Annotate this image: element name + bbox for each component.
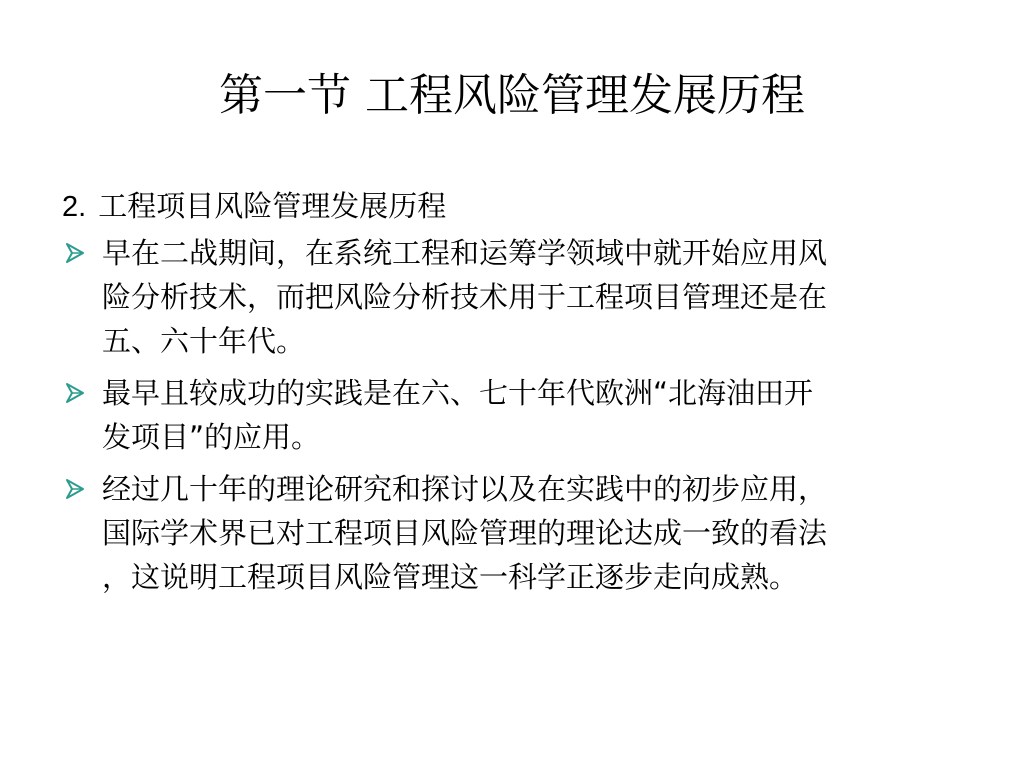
slide-title: 第一节 工程风险管理发展历程 — [219, 70, 805, 121]
bullet-item-1 — [62, 231, 962, 363]
slide-content — [62, 184, 962, 599]
bullet-line: 国际学术界已对工程项目风险管理的理论达成一致的看法 — [102, 516, 828, 550]
bullet-item-3 — [62, 467, 962, 599]
arrow-bullet-icon — [64, 478, 86, 500]
subheading — [62, 184, 962, 229]
bullet-line: 早在二战期间，在系统工程和运筹学领域中就开始应用风 — [102, 236, 828, 270]
arrow-bullet-icon — [64, 242, 86, 264]
bullet-line: 经过几十年的理论研究和探讨以及在实践中的初步应用， — [102, 472, 828, 506]
bullet-line: 五、六十年代。 — [102, 324, 306, 358]
bullet-item-2 — [62, 371, 962, 459]
bullet-line: 最早且较成功的实践是在六、七十年代欧洲“北海油田开 — [102, 376, 814, 410]
arrow-bullet-icon — [64, 382, 86, 404]
bullet-line: 发项目”的应用。 — [102, 420, 321, 454]
bullet-line: ，这说明工程项目风险管理这一科学正逐步走向成熟。 — [102, 560, 799, 594]
bullet-line: 险分析技术，而把风险分析技术用于工程项目管理还是在 — [102, 280, 828, 314]
subheading-number: 2. — [62, 191, 87, 223]
subheading-text: 工程项目风险管理发展历程 — [98, 189, 447, 223]
